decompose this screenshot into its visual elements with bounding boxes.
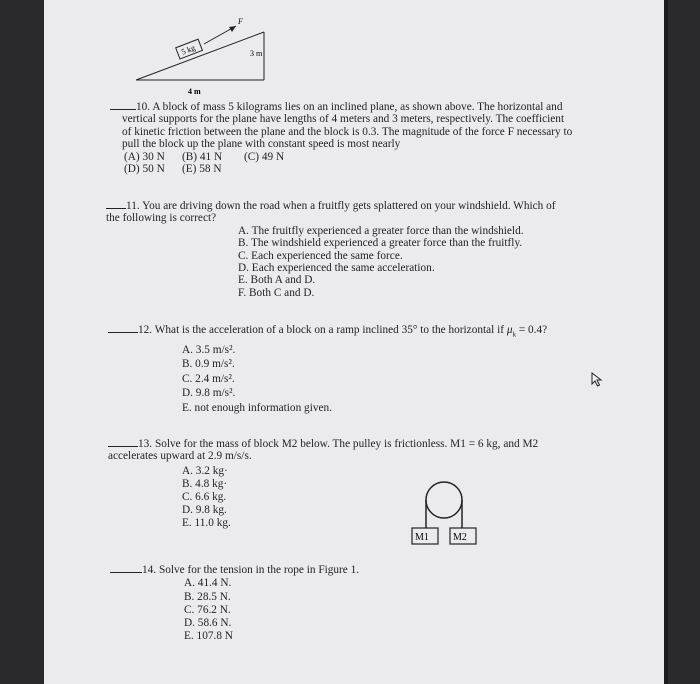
q11-option-e[interactable]: E. Both A and D. bbox=[238, 274, 316, 287]
q10-line-2: vertical supports for the plane have lengths of 4 meters and 3 meters, respectively. The coefficient bbox=[122, 113, 565, 126]
q10-option-b[interactable]: (B) 41 N bbox=[182, 150, 223, 163]
height-label: 3 m bbox=[250, 49, 263, 58]
q13-option-a[interactable]: A. 3.2 kg· bbox=[182, 464, 228, 477]
block-m2-label: M2 bbox=[453, 532, 467, 543]
q14-option-e[interactable]: E. 107.8 N bbox=[184, 630, 233, 643]
q13-option-d[interactable]: D. 9.8 kg. bbox=[182, 503, 227, 516]
q13-option-e[interactable]: E. 11.0 kg. bbox=[182, 516, 231, 529]
q12-option-c[interactable]: C. 2.4 m/s². bbox=[182, 372, 235, 385]
q14-line-1: 14. Solve for the tension in the rope in Figure 1. bbox=[142, 564, 360, 576]
q10-line-1: 10. A block of mass 5 kilograms lies on an inclined plane, as shown above. The horizontal and bbox=[136, 101, 563, 113]
question-12 bbox=[108, 323, 658, 415]
q12-option-e[interactable]: E. not enough information given. bbox=[182, 401, 332, 414]
q12-option-b[interactable]: B. 0.9 m/s². bbox=[182, 358, 235, 371]
question-14 bbox=[110, 563, 660, 643]
q12-option-d[interactable]: D. 9.8 m/s². bbox=[182, 387, 236, 400]
q14-option-a[interactable]: A. 41.4 N. bbox=[184, 577, 232, 590]
ramp-figure bbox=[124, 12, 274, 102]
mouse-cursor-icon bbox=[590, 372, 604, 388]
q11-option-a[interactable]: A. The fruitfly experienced a greater force than the windshield. bbox=[238, 224, 524, 237]
q10-option-e[interactable]: (E) 58 N bbox=[182, 163, 222, 176]
q11-option-b[interactable]: B. The windshield experienced a greater force than the fruitfly. bbox=[238, 237, 523, 250]
q13-option-c[interactable]: C. 6.6 kg. bbox=[182, 490, 227, 503]
q12-text-before: 12. What is the acceleration of a block on a ramp inclined 35° to the horizontal if bbox=[138, 324, 507, 336]
q13-line-1: 13. Solve for the mass of block M2 below. The pulley is frictionless. M1 = 6 kg, and M2 bbox=[138, 438, 539, 450]
block-m1-label: M1 bbox=[415, 532, 429, 543]
q10-option-d[interactable]: (D) 50 N bbox=[124, 163, 165, 176]
q11-option-f[interactable]: F. Both C and D. bbox=[238, 286, 315, 299]
pulley-wheel bbox=[426, 482, 462, 518]
q14-option-c[interactable]: C. 76.2 N. bbox=[184, 603, 231, 616]
q10-line-4: pull the block up the plane with constant speed is most nearly bbox=[122, 138, 401, 151]
question-13 bbox=[108, 437, 658, 530]
answer-blank-12[interactable] bbox=[108, 323, 138, 333]
answer-blank-14[interactable] bbox=[110, 563, 142, 573]
ramp-block-label: 5 kg bbox=[180, 43, 197, 57]
base-label: 4 m bbox=[188, 87, 201, 96]
q13-option-b[interactable]: B. 4.8 kg· bbox=[182, 477, 228, 490]
q11-line-2: the following is correct? bbox=[106, 212, 217, 225]
q10-line-3: of kinetic friction between the plane and the block is 0.3. The magnitude of the force F necessary to bbox=[122, 125, 573, 138]
q10-option-c[interactable]: (C) 49 N bbox=[244, 150, 285, 163]
q11-line-1: 11. You are driving down the road when a fruitfly gets splattered on your windshield. Which of bbox=[126, 200, 556, 212]
q12-option-a[interactable]: A. 3.5 m/s². bbox=[182, 343, 236, 356]
mu-subscript: k bbox=[512, 330, 516, 339]
q11-option-c[interactable]: C. Each experienced the same force. bbox=[238, 249, 403, 262]
pulley-figure bbox=[404, 478, 484, 550]
q12-text-after: = 0.4? bbox=[516, 324, 548, 336]
q14-option-b[interactable]: B. 28.5 N. bbox=[184, 590, 231, 603]
force-label: F bbox=[238, 17, 243, 26]
answer-blank-11[interactable] bbox=[106, 199, 126, 209]
answer-blank-10[interactable] bbox=[110, 100, 136, 110]
worksheet-page bbox=[44, 0, 664, 684]
q13-line-2: accelerates upward at 2.9 m/s/s. bbox=[108, 450, 252, 463]
question-11 bbox=[106, 199, 656, 299]
answer-blank-13[interactable] bbox=[108, 437, 138, 447]
ramp-incline-line bbox=[136, 32, 264, 80]
q11-option-d[interactable]: D. Each experienced the same acceleration. bbox=[238, 262, 435, 275]
q10-option-a[interactable]: (A) 30 N bbox=[124, 150, 165, 163]
q14-option-d[interactable]: D. 58.6 N. bbox=[184, 617, 232, 630]
mu-symbol: μ bbox=[506, 324, 513, 336]
question-10 bbox=[110, 100, 660, 175]
